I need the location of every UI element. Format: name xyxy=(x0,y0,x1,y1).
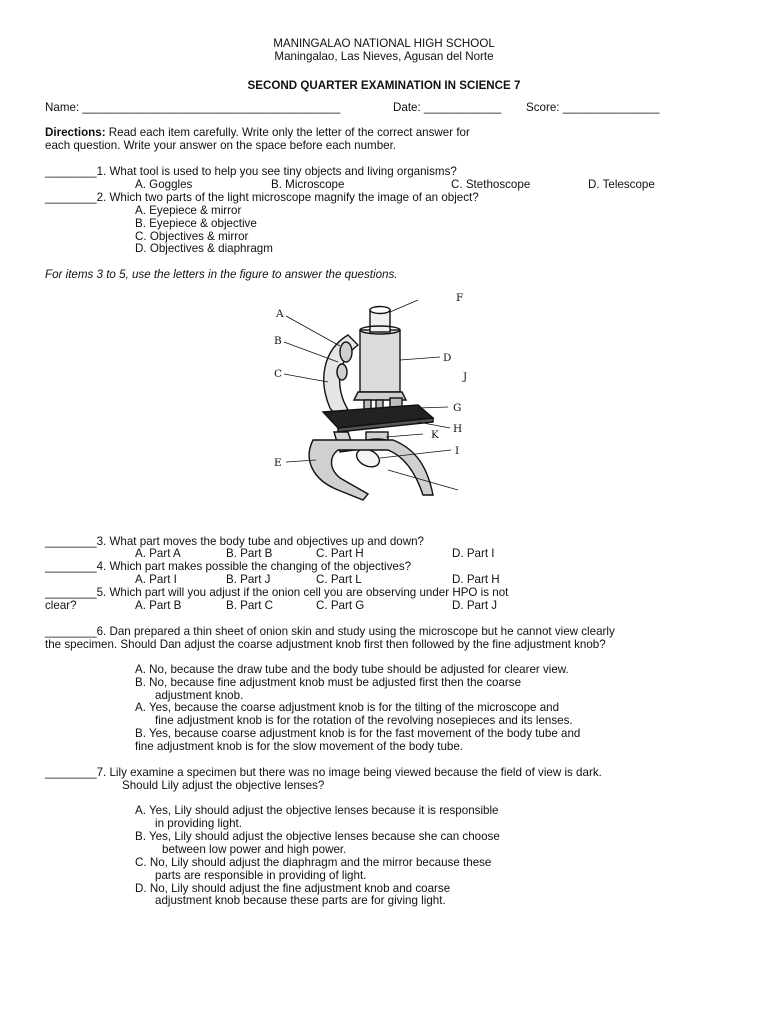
q1-option-a: A. Goggles xyxy=(135,178,193,191)
figure-label-c: C xyxy=(274,368,283,380)
figure-label-b: B xyxy=(274,335,282,347)
school-address: Maningalao, Las Nieves, Agusan del Norte xyxy=(274,50,494,63)
question-5-cont: clear? xyxy=(45,599,77,612)
q3-option-a: A. Part A xyxy=(135,547,181,560)
figure-label-k: K xyxy=(431,429,439,441)
q4-option-c: C. Part L xyxy=(316,573,362,586)
question-2: ________2. Which two parts of the light microscope magnify the image of an object? xyxy=(45,191,479,204)
q3-option-c: C. Part H xyxy=(316,547,364,560)
directions-line-1 xyxy=(45,126,470,139)
q7-option-b-line-2: between low power and high power. xyxy=(162,843,347,856)
question-7-line-1: ________7. Lily examine a specimen but there was no image being viewed because the field of view is dark. xyxy=(45,766,602,779)
question-7-line-2: Should Lily adjust the objective lenses? xyxy=(122,779,325,792)
q1-option-c: C. Stethoscope xyxy=(451,178,531,191)
figure-label-a: A xyxy=(276,308,284,320)
microscope-figure xyxy=(268,290,468,505)
q2-option-c: C. Objectives & mirror xyxy=(135,230,249,243)
q4-option-d: D. Part H xyxy=(452,573,500,586)
exam-title: SECOND QUARTER EXAMINATION IN SCIENCE 7 xyxy=(247,79,521,92)
question-6-line-2: the specimen. Should Dan adjust the coarse adjustment knob first then followed by the fine adjustment knob? xyxy=(45,638,606,651)
date-field: Date: ____________ xyxy=(393,101,502,114)
q7-option-a-line-1: A. Yes, Lily should adjust the objective lenses because it is responsible xyxy=(135,804,499,817)
question-3: ________3. What part moves the body tube and objectives up and down? xyxy=(45,535,424,548)
question-6-line-1: ________6. Dan prepared a thin sheet of onion skin and study using the microscope but he cannot view clearly xyxy=(45,625,615,638)
figure-label-d: D xyxy=(443,352,452,364)
q7-option-b-line-1: B. Yes, Lily should adjust the objective lenses because she can choose xyxy=(135,830,500,843)
q6-option-a: A. No, because the draw tube and the body tube should be adjusted for clearer view. xyxy=(135,663,569,676)
q4-option-b: B. Part J xyxy=(226,573,271,586)
q2-option-a: A. Eyepiece & mirror xyxy=(135,204,242,217)
question-5: ________5. Which part will you adjust if the onion cell you are observing under HPO is not xyxy=(45,586,509,599)
figure-label-f: F xyxy=(456,292,464,304)
figure-label-e: E xyxy=(274,457,282,469)
name-field: Name: ________________________________________ xyxy=(45,101,341,114)
q5-option-b: B. Part C xyxy=(226,599,274,612)
q4-option-a: A. Part I xyxy=(135,573,177,586)
q6-option-d-line-2: fine adjustment knob is for the slow movement of the body tube. xyxy=(135,740,464,753)
q2-option-d: D. Objectives & diaphragm xyxy=(135,242,273,255)
school-name: MANINGALAO NATIONAL HIGH SCHOOL xyxy=(273,37,495,50)
q7-option-d-line-2: adjustment knob because these parts are for giving light. xyxy=(155,894,446,907)
q5-option-d: D. Part J xyxy=(452,599,498,612)
q1-option-b: B. Microscope xyxy=(271,178,345,191)
directions-text-1: Read each item carefully. Write only the letter of the correct answer for xyxy=(105,126,470,139)
figure-label-g: G xyxy=(453,402,462,414)
q7-option-c-line-2: parts are responsible in providing of light. xyxy=(155,869,367,882)
figure-label-h: H xyxy=(453,423,463,435)
question-1: ________1. What tool is used to help you see tiny objects and living organisms? xyxy=(45,165,457,178)
q6-option-b-line-2: adjustment knob. xyxy=(155,689,244,702)
q3-option-d: D. Part I xyxy=(452,547,495,560)
q1-option-d: D. Telescope xyxy=(588,178,655,191)
q5-option-a: A. Part B xyxy=(135,599,182,612)
q3-option-b: B. Part B xyxy=(226,547,273,560)
directions-label: Directions: xyxy=(45,126,106,139)
figure-label-i: I xyxy=(455,445,460,457)
q5-option-c: C. Part G xyxy=(316,599,365,612)
q6-option-d-line-1: B. Yes, because coarse adjustment knob is for the fast movement of the body tube and xyxy=(135,727,581,740)
q6-option-c-line-2: fine adjustment knob is for the rotation of the revolving nosepieces and its lenses. xyxy=(155,714,573,727)
q7-option-a-line-2: in providing light. xyxy=(155,817,243,830)
q6-option-b-line-1: B. No, because fine adjustment knob must be adjusted first then the coarse xyxy=(135,676,522,689)
question-4: ________4. Which part makes possible the changing of the objectives? xyxy=(45,560,412,573)
q2-option-b: B. Eyepiece & objective xyxy=(135,217,257,230)
q7-option-c-line-1: C. No, Lily should adjust the diaphragm and the mirror because these xyxy=(135,856,492,869)
q6-option-c-line-1: A. Yes, because the coarse adjustment knob is for the tilting of the microscope and xyxy=(135,701,560,714)
figure-label-j: J xyxy=(463,371,468,383)
q7-option-d-line-1: D. No, Lily should adjust the fine adjustment knob and coarse xyxy=(135,882,451,895)
directions-line-2: each question. Write your answer on the space before each number. xyxy=(45,139,397,152)
score-field: Score: _______________ xyxy=(526,101,660,114)
figure-instruction: For items 3 to 5, use the letters in the figure to answer the questions. xyxy=(45,268,398,281)
